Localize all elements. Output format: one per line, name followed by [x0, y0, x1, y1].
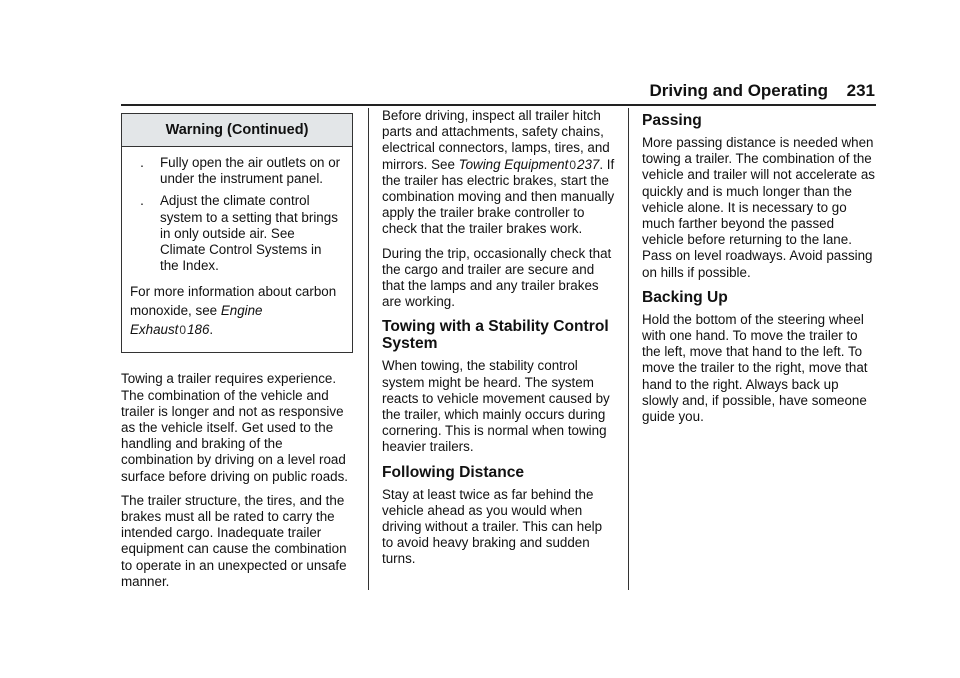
warning-body — [122, 147, 352, 352]
paragraph: Towing a trailer requires experience. The combination of the vehicle and trailer is longer and not as responsive as the vehicle itself. Get used to the handling and braking of the combination by driving on a level road surface before driving on public roads. — [121, 371, 349, 484]
bullet-marker: . — [140, 193, 144, 209]
header-divider — [121, 104, 876, 106]
column-2 — [382, 108, 615, 576]
heading-stability-control: Towing with a Stability Control System — [382, 318, 609, 353]
paragraph: When towing, the stability control system might be heard. The system reacts to vehicle movement caused by the trailer, which mainly occurs during cornering. This is normal when towing heavier trailers. — [382, 358, 610, 455]
bullet-text: Adjust the climate control system to a setting that brings in only outside air. See Climate Control Systems in the Index. — [160, 193, 338, 274]
bullet-text: Fully open the air outlets on or under the instrument panel. — [160, 155, 341, 187]
more-info-text: For more information about carbon monoxide, see — [130, 284, 337, 319]
bullet-marker: . — [140, 155, 144, 170]
inspect-text: Before driving, inspect all trailer hitch parts and attachments, safety chains, electrical connectors, lamps, tires, and mirrors. See — [382, 108, 610, 172]
warning-bullet — [130, 155, 342, 187]
paragraph — [382, 108, 615, 238]
paragraph: During the trip, occasionally check that the cargo and trailer are secure and that the lamps and any trailer brakes are working. — [382, 245, 612, 310]
heading-following-distance: Following Distance — [382, 463, 525, 481]
warning-box — [121, 113, 353, 353]
paragraph: More passing distance is needed when towing a trailer. The combination of the vehicle and trailer will not accelerate as quickly and is much longer than the vehicle alone. It is necessary to go much farther beyond the passed vehicle before returning to the lane. Pass on level roadways. Avoid passing on hills if possible. — [642, 135, 875, 280]
column-3 — [642, 108, 877, 433]
page-ref-icon: 0 — [179, 323, 187, 338]
page-number: 231 — [846, 81, 875, 100]
engine-exhaust-link[interactable]: Engine Exhaust — [130, 303, 263, 338]
page-ref-icon: 0 — [569, 157, 577, 172]
engine-exhaust-page[interactable]: 186 — [187, 322, 210, 338]
warning-bullet — [130, 193, 342, 274]
heading-passing: Passing — [642, 112, 702, 129]
towing-equipment-page[interactable]: 237 — [577, 156, 600, 172]
inspect-text-continued: . If the trailer has electric brakes, start the combination moving and then manually apply the trailer brake controller to check that the trailer brakes work. — [382, 156, 615, 237]
column-divider — [628, 108, 629, 590]
heading-backing-up: Backing Up — [642, 288, 728, 306]
more-info-end: . — [209, 322, 214, 338]
warning-more-info — [130, 282, 342, 340]
towing-equipment-link[interactable]: Towing Equipment — [458, 156, 569, 172]
paragraph: Hold the bottom of the steering wheel with one hand. To move the trailer to the left, move that hand to the left. To move the trailer to the right, move that hand to the right. Always back up slowly and, if possible, have someone guide you. — [642, 311, 868, 425]
section-title: Driving and Operating — [649, 81, 828, 100]
paragraph: Stay at least twice as far behind the vehicle ahead as you would when driving without a trailer. This can help to avoid heavy braking and sudden turns. — [382, 486, 603, 567]
column-divider — [368, 108, 369, 590]
warning-title: Warning (Continued) — [122, 114, 352, 147]
column-1 — [121, 113, 357, 598]
paragraph: The trailer structure, the tires, and the brakes must all be rated to carry the intended cargo. Inadequate trailer equipment can cause the combination to operate in an unexpected or unsafe manner. — [121, 492, 347, 589]
